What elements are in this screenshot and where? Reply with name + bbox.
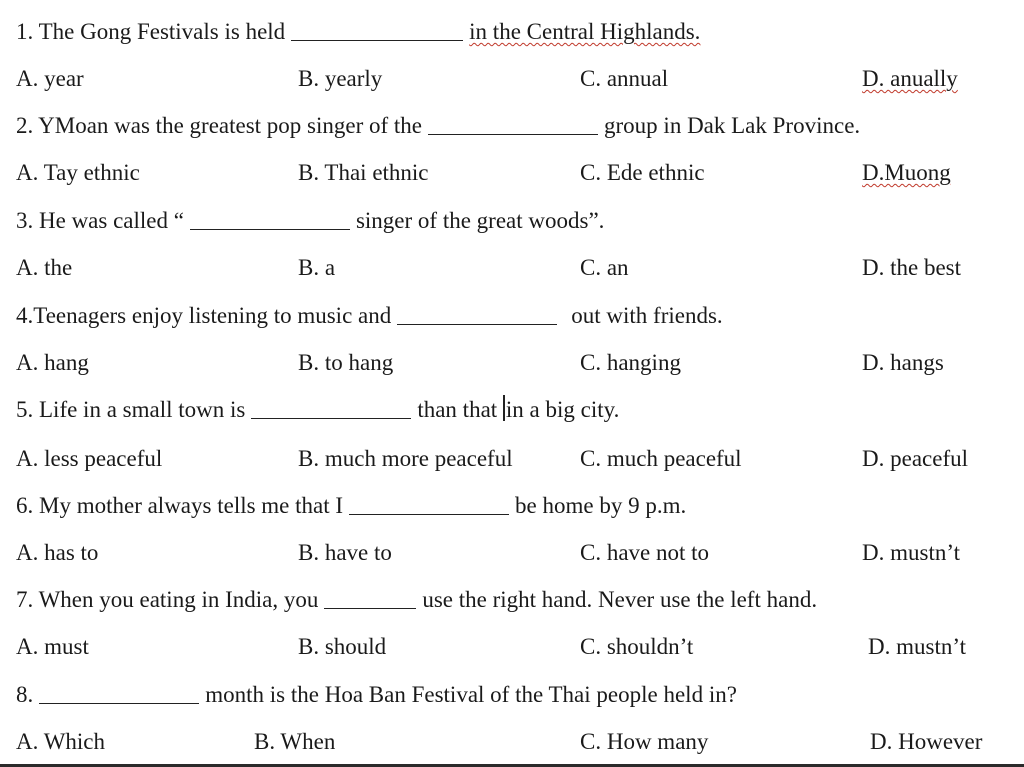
option-d: D.Muong bbox=[862, 160, 951, 185]
question-3-options bbox=[0, 250, 1024, 286]
question-8-options bbox=[0, 724, 1024, 760]
question-3 bbox=[0, 203, 1024, 239]
question-1-options bbox=[0, 61, 1024, 97]
answer-blank bbox=[291, 14, 463, 41]
option-c: C. shouldn’t bbox=[580, 634, 694, 659]
option-b: B. When bbox=[254, 729, 336, 754]
option-d: D. mustn’t bbox=[862, 540, 960, 565]
option-d: D. mustn’t bbox=[868, 634, 966, 659]
text-cursor bbox=[503, 395, 505, 421]
option-a: A. Which bbox=[16, 729, 106, 754]
answer-blank bbox=[190, 203, 350, 230]
option-a: A. less peaceful bbox=[16, 446, 163, 471]
option-c: C. hanging bbox=[580, 350, 681, 375]
answer-blank bbox=[428, 108, 598, 135]
option-b: B. to hang bbox=[298, 350, 394, 375]
option-b: B. should bbox=[298, 634, 387, 659]
question-7-text: 7. When you eating in India, you use the right hand. Never use the left hand. bbox=[16, 582, 817, 618]
question-6-options bbox=[0, 535, 1024, 571]
question-5-text: 5. Life in a small town is than that in a big city. bbox=[16, 392, 619, 428]
answer-blank bbox=[397, 298, 557, 325]
option-c: C. much peaceful bbox=[580, 446, 742, 471]
option-d: D. the best bbox=[862, 255, 962, 280]
question-2 bbox=[0, 108, 1024, 144]
option-d: D. anually bbox=[862, 66, 958, 91]
question-4-text: 4.Teenagers enjoy listening to music and out with friends. bbox=[16, 298, 723, 334]
question-5 bbox=[0, 392, 1024, 428]
option-c: C. Ede ethnic bbox=[580, 160, 705, 185]
question-7 bbox=[0, 582, 1024, 618]
question-2-text: 2. YMoan was the greatest pop singer of the group in Dak Lak Province. bbox=[16, 108, 860, 144]
option-a: A. must bbox=[16, 634, 89, 659]
question-6 bbox=[0, 488, 1024, 524]
answer-blank bbox=[324, 582, 416, 609]
question-6-text: 6. My mother always tells me that I be home by 9 p.m. bbox=[16, 488, 686, 524]
question-4 bbox=[0, 298, 1024, 334]
option-b: B. a bbox=[298, 255, 336, 280]
option-c: C. How many bbox=[580, 729, 709, 754]
option-a: A. hang bbox=[16, 350, 89, 375]
option-c: C. an bbox=[580, 255, 629, 280]
option-d: D. peaceful bbox=[862, 446, 968, 471]
question-7-options bbox=[0, 629, 1024, 665]
question-4-options bbox=[0, 345, 1024, 381]
question-1-text: 1. The Gong Festivals is held in the Central Highlands. bbox=[16, 14, 700, 50]
option-d: D. hangs bbox=[862, 350, 944, 375]
option-b: B. yearly bbox=[298, 66, 383, 91]
option-c: C. have not to bbox=[580, 540, 710, 565]
answer-blank bbox=[251, 392, 411, 419]
option-a: A. the bbox=[16, 255, 73, 280]
question-8 bbox=[0, 677, 1024, 713]
option-a: A. year bbox=[16, 66, 84, 91]
option-d: D. However bbox=[870, 729, 983, 754]
option-b: B. Thai ethnic bbox=[298, 160, 429, 185]
option-b: B. much more peaceful bbox=[298, 446, 513, 471]
question-5-options bbox=[0, 441, 1024, 477]
answer-blank bbox=[39, 677, 199, 704]
option-a: A. has to bbox=[16, 540, 99, 565]
question-1 bbox=[0, 14, 1024, 50]
answer-blank bbox=[349, 488, 509, 515]
option-a: A. Tay ethnic bbox=[16, 160, 140, 185]
option-b: B. have to bbox=[298, 540, 392, 565]
option-c: C. annual bbox=[580, 66, 669, 91]
question-2-options bbox=[0, 155, 1024, 191]
question-8-text: 8. month is the Hoa Ban Festival of the Thai people held in? bbox=[16, 677, 737, 713]
question-3-text: 3. He was called “ singer of the great woods”. bbox=[16, 203, 604, 239]
